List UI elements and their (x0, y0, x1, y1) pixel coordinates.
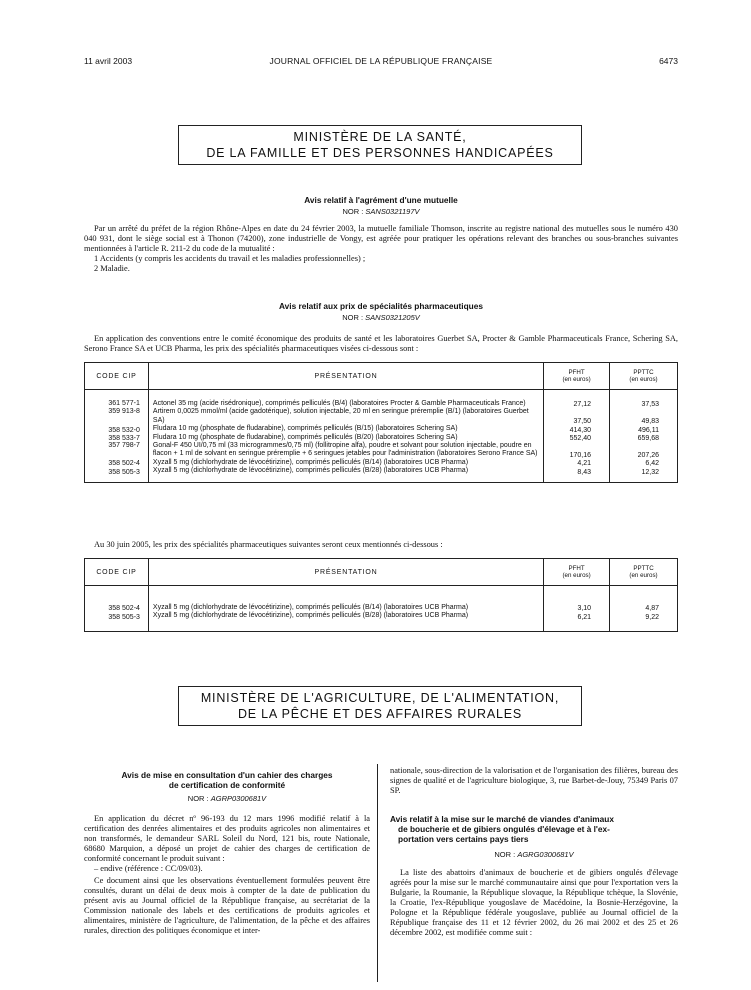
table-row: 358 502-4 Xyzall 5 mg (dichlorhydrate de lévocétirizine), comprimés pelliculés (B/14) (laboratoires UCB Pharma) 3,10 4,87 (85, 586, 678, 613)
table-row: 358 505-3 Xyzall 5 mg (dichlorhydrate de lévocétirizine), comprimés pelliculés (B/28) (laboratoires UCB Pharma) 8,43 12,32 (85, 467, 678, 482)
avis2-title: Avis relatif aux prix de spécialités pharmaceutiques (279, 301, 483, 311)
avis1-paragraph: Par un arrêté du préfet de la région Rhône-Alpes en date du 24 février 2003, la mutuelle familiale Thomson, inscrite au registre national des mutuelles sous le numéro 430 040 931, dont le siège social est à Thonon (74200), zone industrielle de Vongy, est agréée pour pratiquer les opérations relevant des branches ou sous-branches suivantes mentionnées à l'article R. 211-2 du code de la mutualité : (84, 224, 678, 253)
avis1-item-1: 1 Accidents (y compris les accidents du travail et les maladies professionnelles) ; (94, 254, 366, 263)
col-header-pfht: PFHT (en euros) (544, 559, 610, 586)
header-journal: JOURNAL OFFICIEL DE LA RÉPUBLIQUE FRANÇAISE (269, 56, 493, 66)
avis3-paragraph-2: Ce document ainsi que les observations éventuellement formulées peuvent être consultés, durant un délai de deux mois à compter de la date de publication du présent avis au Journal officiel de la République française, au secrétariat de la Commission nationale des labels et des certifications de produits agricoles et alimentaires, ministère de l'agriculture, de l'alimentation, de la pêche et des affaires rurales, direction des politiques économique et inter- (84, 876, 370, 935)
ministry-health-line2: DE LA FAMILLE ET DES PERSONNES HANDICAPÉES (206, 146, 554, 160)
avis3-continuation: nationale, sous-direction de la valorisation et de l'organisation des filières, bureau des signes de qualité et de l'agriculture biologique, 3, rue Barbet-de-Jouy, 75349 Paris 07 SP. (390, 766, 678, 795)
avis4-nor-code: AGRG0300681V (517, 850, 574, 859)
ministry-agriculture-line1: MINISTÈRE DE L'AGRICULTURE, DE L'ALIMENTATION, (200, 691, 560, 705)
avis1-nor: NOR : SANS0321197V (342, 207, 420, 216)
avis2-nor-code: SANS0321205V (365, 313, 420, 322)
avis3-nor: NOR : AGRP0300681V (187, 794, 267, 803)
table-row: 358 533-7 Fludara 10 mg (phosphate de fludarabine), comprimés pelliculés (B/20) (laboratoires Schering SA) 552,40 659,68 (85, 434, 678, 442)
header-page-number: 6473 (659, 56, 678, 66)
price-table-1 (84, 362, 678, 483)
col-header-ppttc: PPTTC (en euros) (610, 363, 678, 390)
col-header-pfht: PFHT (en euros) (544, 363, 610, 390)
avis3-nor-code: AGRP0300681V (210, 794, 267, 803)
table-row: 361 577-1 Actonel 35 mg (acide risédronique), comprimés pelliculés (B/4) (laboratoires Procter & Gamble Pharmaceuticals France) 27,12 37,53 (85, 390, 678, 409)
price-table-2 (84, 558, 678, 632)
avis3-item: – endive (référence : CC/09/03). (94, 864, 203, 873)
between-text: Au 30 juin 2005, les prix des spécialités pharmaceutiques suivantes seront ceux mentionnés ci-dessous : (94, 540, 443, 549)
col-header-presentation: PRÉSENTATION (148, 363, 543, 390)
avis1-title: Avis relatif à l'agrément d'une mutuelle (304, 195, 458, 205)
table-row: 357 798-7 Gonal-F 450 UI/0,75 ml (33 microgrammes/0,75 ml) (follitropine alfa), poudre et solvant pour solution injectable, poudre en flacon + 1 ml de solvant en seringue préremplie + 6 seringues jetables pour l'administration (laboratoires Serono France SA) 170,16 207,26 (85, 442, 678, 459)
table-row: 358 505-3 Xyzall 5 mg (dichlorhydrate de lévocétirizine), comprimés pelliculés (B/28) (laboratoires UCB Pharma) 6,21 9,22 (85, 612, 678, 631)
avis4-nor: NOR : AGRG0300681V (494, 850, 574, 859)
table-row: 358 502-4 Xyzall 5 mg (dichlorhydrate de lévocétirizine), comprimés pelliculés (B/14) (laboratoires UCB Pharma) 4,21 6,42 (85, 459, 678, 467)
avis2-nor: NOR : SANS0321205V (342, 313, 420, 322)
ministry-agriculture-line2: DE LA PÊCHE ET DES AFFAIRES RURALES (237, 707, 523, 721)
avis1-nor-code: SANS0321197V (365, 207, 420, 216)
header-date: 11 avril 2003 (84, 56, 133, 66)
avis4-paragraph: La liste des abattoirs d'animaux de boucherie et de gibiers ongulés d'élevage agréés pour la mise sur le marché communautaire ainsi que pour l'exportation vers la Bulgarie, la Roumanie, la République slovaque, la République tchèque, la Slovénie, la Croatie, l'ex-République yougoslave de Macédoine, la Bosnie-Herzégovine, la Pologne et la République fédérale yougoslave, publiée au Journal officiel de la République française des 11 et 12 février 2002, du 26 mai 2002 et des 25 et 26 décembre 2002, est modifiée comme suit : (390, 868, 678, 937)
col-header-cip: CODE CIP (85, 363, 149, 390)
avis3-paragraph-1: En application du décret nº 96-193 du 12 mars 1996 modifié relatif à la certification des denrées alimentaires et des produits agricoles non alimentaires et non transformés, le demandeur SARL Soleil du Nord, 121 bis, route Nationale, 68680 Marquion, a déposé un projet de cahier des charges de certification de conformité concernant le produit suivant : (84, 814, 370, 863)
ministry-health-box (178, 125, 582, 165)
column-divider (377, 764, 378, 982)
avis4-body (390, 868, 678, 938)
col-header-cip: CODE CIP (85, 559, 149, 586)
avis2-intro: En application des conventions entre le comité économique des produits de santé et les laboratoires Guerbet SA, Procter & Gamble Pharmaceuticals France, Schering SA, Serono France SA et UCB Pharma, les prix des spécialités pharmaceutiques visées ci-dessous sont : (84, 334, 678, 353)
table-row: 359 913-8 Artirem 0,0025 mmol/ml (acide gadotérique), solution injectable, 20 ml en seringue préremplie (B/1) (laboratoires Guerbet SA) 37,50 49,83 (85, 408, 678, 425)
avis3-title: Avis de mise en consultation d'un cahier des charges de certification de conformité (121, 770, 333, 790)
ministry-health-line1: MINISTÈRE DE LA SANTÉ, (293, 130, 467, 144)
avis1-body (84, 224, 678, 274)
avis1-item-2: 2 Maladie. (94, 264, 130, 273)
avis3-body (84, 814, 370, 936)
ministry-agriculture-box (178, 686, 582, 726)
col-header-ppttc: PPTTC (en euros) (610, 559, 678, 586)
table-row: 358 532-0 Fludara 10 mg (phosphate de fludarabine), comprimés pelliculés (B/15) (laboratoires Schering SA) 414,30 496,11 (85, 425, 678, 433)
avis4-title: Avis relatif à la mise sur le marché de viandes d'animaux de boucherie et de gibiers ongulés d'élevage et à l'ex- portation vers certains pays tiers (390, 814, 614, 844)
col-header-presentation: PRÉSENTATION (148, 559, 543, 586)
